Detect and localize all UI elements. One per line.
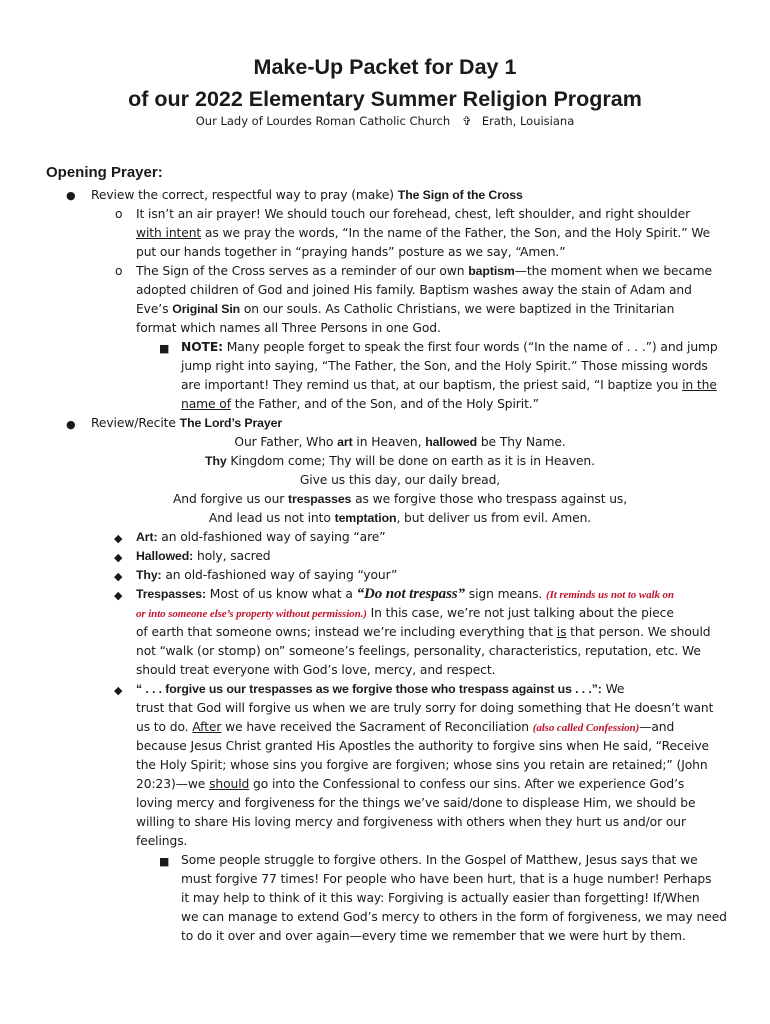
def-term: Trespasses:: [136, 587, 206, 601]
sub2-text: Eve’s: [136, 302, 173, 316]
forgive-text: —and: [639, 720, 675, 734]
prayer-term: temptation: [334, 511, 397, 525]
place-name: Erath, Louisiana: [481, 114, 575, 128]
def-text: an old-fashioned way of saying “are”: [157, 530, 386, 544]
note-text: are important! They remind us that, at our baptism, the priest said, “I baptize you: [181, 378, 683, 392]
red-aside: (It reminds us not to walk on: [546, 589, 674, 601]
diamond-bullet-icon: ◆: [114, 551, 123, 564]
prayer-line3: Give us this day, our daily bread,: [299, 473, 501, 487]
def-text: In this case, we’re not just talking about the piece: [366, 606, 674, 620]
def-trespasses-line4: not “walk (or stomp) on” someone’s feelings, personality, characteristics, reputation, etc. We: [136, 644, 701, 658]
prayer-text: Kingdom come; Thy will be done on earth as it is in Heaven.: [226, 454, 595, 468]
sub2-line2: adopted children of God and joined His family. Baptism washes away the stain of Adam and: [136, 283, 692, 297]
forgive-text: we have received the Sacrament of Reconciliation: [221, 720, 533, 734]
prayer-term: hallowed: [425, 435, 478, 449]
struggle-line2: must forgive 77 times! For people who have been hurt, that is a huge number! Perhaps: [181, 872, 712, 886]
circle-bullet-icon: o: [115, 264, 123, 278]
forgive-line7: loving mercy and forgiveness for the things we’ve said/done to displease Him, we should be: [136, 796, 696, 810]
forgive-text: go into the Confessional to confess our sins. After we experience God’s: [249, 777, 685, 791]
forgive-text: We: [601, 682, 625, 696]
bullet2-text: [91, 414, 282, 433]
underlined-text: name of: [181, 397, 231, 411]
title-line-2: of our 2022 Elementary Summer Religion Program: [128, 87, 642, 111]
no-trespass-phrase: “Do not trespass”: [356, 586, 465, 602]
underlined-text: is: [556, 625, 567, 639]
sub1-line1: It isn’t an air prayer! We should touch our forehead, chest, left shoulder, and right shoulder: [136, 207, 691, 221]
def-term: Hallowed:: [136, 549, 194, 563]
diamond-bullet-icon: ◆: [114, 532, 123, 545]
note-line3: [181, 376, 717, 395]
note-line2: jump right into saying, “The Father, the Son, and the Holy Spirit.” Those missing words: [181, 359, 708, 373]
def-thy: [136, 566, 397, 585]
title-line-1: Make-Up Packet for Day 1: [253, 55, 517, 79]
prayer-line5: [0, 509, 770, 528]
prayer-text: be Thy Name.: [477, 435, 566, 449]
def-trespasses-line1: [136, 585, 674, 605]
diamond-bullet-icon: ◆: [114, 570, 123, 583]
note-text: Many people forget to speak the first four words (“In the name of . . .”) and jump: [222, 340, 718, 354]
def-text: holy, sacred: [193, 549, 271, 563]
prayer-line2: [0, 452, 770, 471]
def-art: [136, 528, 386, 547]
diamond-bullet-icon: ◆: [114, 684, 123, 697]
sub2-line3: [136, 300, 674, 319]
bullet1-text: [91, 186, 523, 205]
prayer-term: art: [337, 435, 353, 449]
prayer-text: Our Father, Who: [234, 435, 338, 449]
prayer-term: trespasses: [288, 492, 352, 506]
struggle-line5: to do it over and over again—every time we remember that we were hurt by them.: [181, 929, 686, 943]
forgive-line4: because Jesus Christ granted His Apostles the authority to forgive sins when He said, “Receive: [136, 739, 710, 753]
bullet-icon: ●: [66, 189, 76, 202]
def-trespasses-line3: [136, 623, 711, 642]
note-line4: [181, 395, 539, 414]
prayer-line4: [0, 490, 770, 509]
prayer-term: Thy: [205, 454, 227, 468]
def-text: an old-fashioned way of saying “your”: [161, 568, 398, 582]
sub2-text: on our souls. As Catholic Christians, we were baptized in the Trinitarian: [240, 302, 675, 316]
forgive-line8: willing to share His loving mercy and forgiveness with others when they hurt us and/or our: [136, 815, 686, 829]
red-aside: or into someone else’s property without permission.): [136, 608, 367, 620]
square-bullet-icon: ■: [159, 855, 170, 868]
forgive-line2: trust that God will forgive us when we are truly sorry for doing something that He doesn’t want: [136, 701, 714, 715]
note-label: NOTE:: [181, 340, 223, 354]
baptism-term: baptism: [468, 264, 515, 278]
forgive-line5: the Holy Spirit; whose sins you forgive are forgiven; whose sins you retain are retained;” (John: [136, 758, 708, 772]
sub2-line4: format which names all Three Persons in one God.: [136, 321, 441, 335]
prayer-text: And forgive us our: [172, 492, 289, 506]
sub2-line1: [136, 262, 712, 281]
note-text: the Father, and of the Son, and of the Holy Spirit.”: [230, 397, 539, 411]
underlined-text: After: [192, 720, 222, 734]
sub1-line2: [136, 224, 710, 243]
square-bullet-icon: ■: [159, 342, 170, 355]
diamond-bullet-icon: ◆: [114, 589, 123, 602]
forgive-text: us to do.: [136, 720, 193, 734]
def-text: that person. We should: [566, 625, 711, 639]
forgive-heading: “ . . . forgive us our trespasses as we forgive those who trespass against us . . .”:: [136, 682, 602, 696]
prayer-line1: [0, 433, 770, 452]
original-sin-term: Original Sin: [172, 302, 241, 316]
subtitle: [0, 114, 770, 128]
sub1-line3: put our hands together in “praying hands” posture as we say, “Amen.”: [136, 245, 566, 259]
def-text: of earth that someone owns; instead we’re including everything that: [136, 625, 557, 639]
section-heading: Opening Prayer:: [46, 164, 163, 181]
bullet2-lead: Review/Recite: [91, 416, 180, 430]
forgive-line3: [136, 718, 674, 738]
def-term: Thy:: [136, 568, 162, 582]
lords-prayer-heading: The Lord’s Prayer: [179, 416, 283, 430]
red-aside: (also called Confession): [532, 722, 640, 734]
prayer-text: And lead us not into: [208, 511, 335, 525]
def-term: Art:: [136, 530, 158, 544]
struggle-line1: Some people struggle to forgive others. In the Gospel of Matthew, Jesus says that we: [181, 853, 698, 867]
church-name: Our Lady of Lourdes Roman Catholic Church: [195, 114, 451, 128]
def-hallowed: [136, 547, 270, 566]
circle-bullet-icon: o: [115, 207, 123, 221]
underlined-text: with intent: [136, 226, 202, 240]
def-text: sign means.: [464, 587, 546, 601]
forgive-line9: feelings.: [136, 834, 188, 848]
struggle-line3: it may help to think of it this way: Forgiving is actually easier than forgetting! If/When: [181, 891, 700, 905]
sign-of-cross-heading: The Sign of the Cross: [397, 188, 523, 202]
cross-icon: ✞: [462, 114, 472, 128]
bullet1-lead: Review the correct, respectful way to pray (make): [91, 188, 394, 202]
forgive-line6: [136, 775, 684, 794]
prayer-text: in Heaven,: [352, 435, 426, 449]
struggle-line4: we can manage to extend God’s mercy to others in the form of forgiveness, we may need: [181, 910, 727, 924]
underlined-text: should: [209, 777, 250, 791]
def-text: Most of us know what a: [206, 587, 357, 601]
sub1-line2-text: as we pray the words, “In the name of the Father, the Son, and the Holy Spirit.” We: [201, 226, 711, 240]
sub2-text: —the moment when we became: [514, 264, 712, 278]
underlined-text: in the: [682, 378, 717, 392]
sub2-text: The Sign of the Cross serves as a reminder of our own: [136, 264, 469, 278]
bullet-icon: ●: [66, 418, 76, 431]
note-line1: [181, 338, 718, 357]
def-trespasses-line2: [136, 604, 674, 624]
forgive-text: 20:23)—we: [136, 777, 210, 791]
prayer-text: , but deliver us from evil. Amen.: [396, 511, 592, 525]
forgive-line1: [136, 680, 624, 699]
def-trespasses-line5: should treat everyone with God’s love, mercy, and respect.: [136, 663, 496, 677]
prayer-text: as we forgive those who trespass against us,: [351, 492, 628, 506]
